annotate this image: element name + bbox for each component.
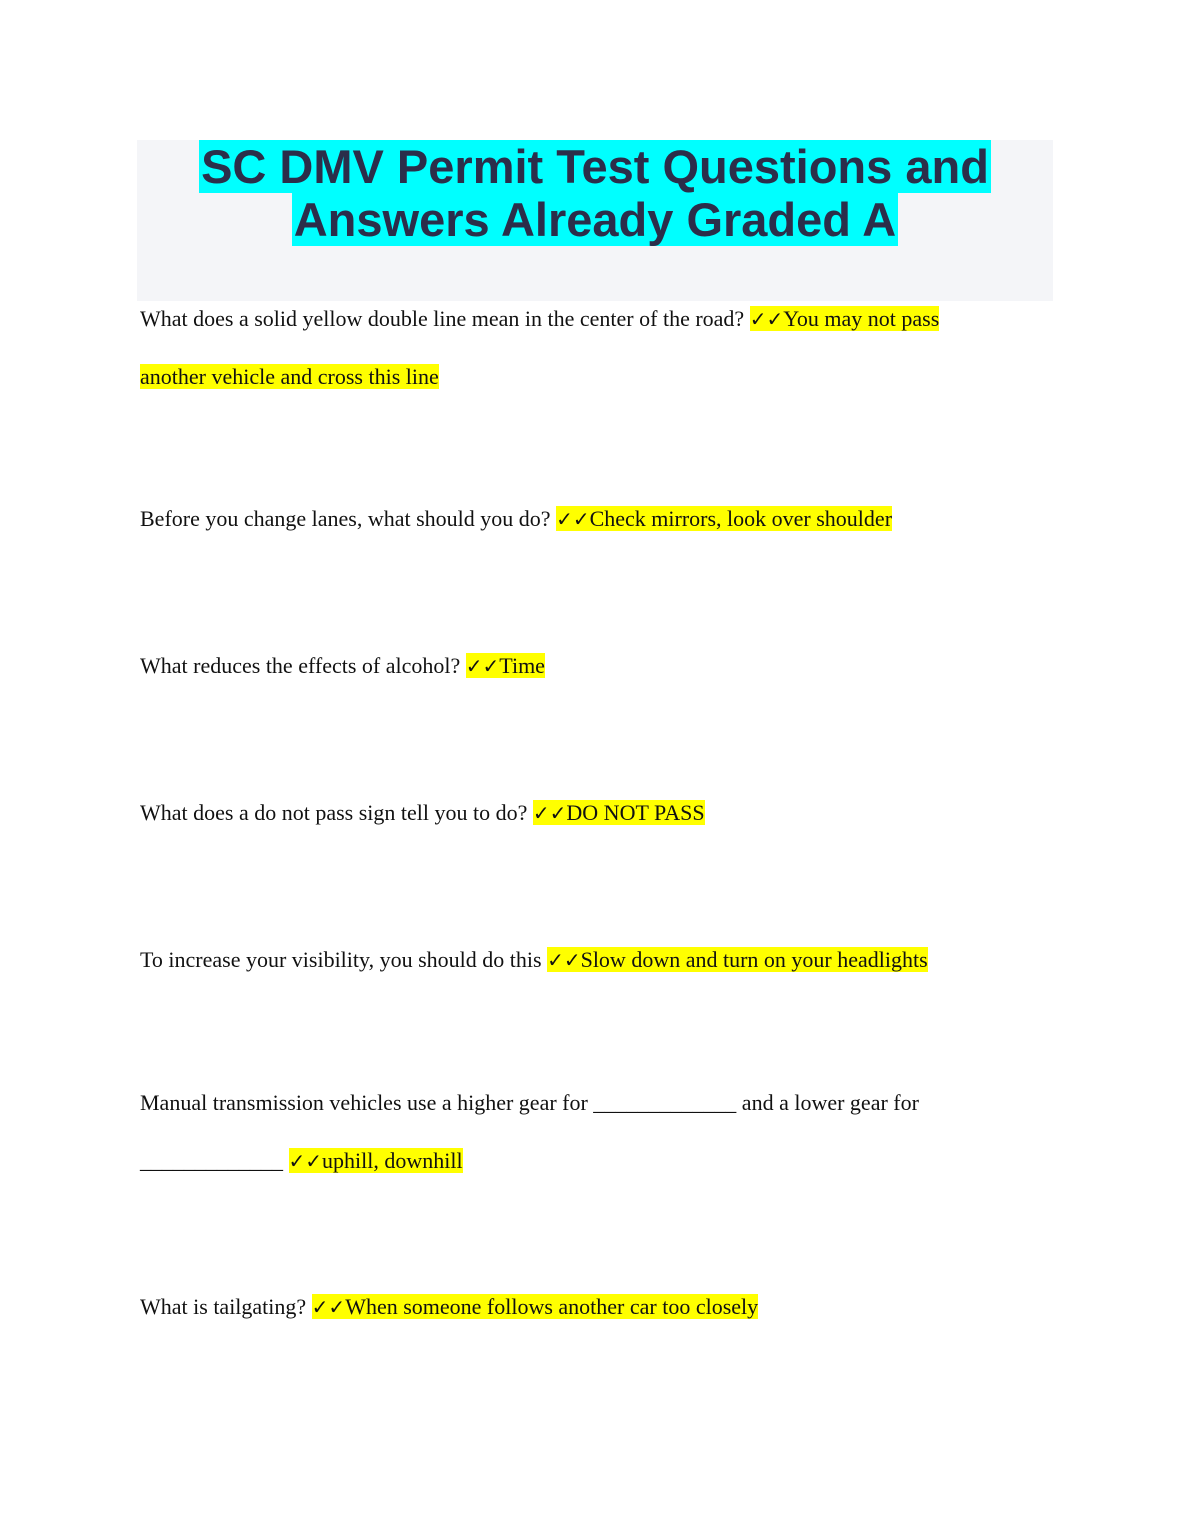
answer-highlight (289, 1148, 463, 1173)
double-check-icon: ✓✓ (288, 1149, 323, 1173)
answer-text: DO NOT PASS (566, 800, 705, 825)
answer-text: You may not pass (783, 306, 940, 331)
double-check-icon: ✓✓ (749, 307, 784, 331)
answer-text: Check mirrors, look over shoulder (589, 506, 893, 531)
qa-item-3 (140, 637, 1040, 695)
double-check-icon: ✓✓ (532, 801, 567, 825)
question-text: To increase your visibility, you should do this (140, 947, 548, 972)
double-check-icon: ✓✓ (547, 948, 581, 972)
double-check-icon: ✓✓ (556, 507, 590, 531)
document-title-line-2: Answers Already Graded A (293, 193, 897, 246)
answer-highlight (750, 306, 940, 331)
answer-highlight (556, 506, 892, 531)
answer-highlight-continued (140, 364, 439, 389)
question-text: Manual transmission vehicles use a higher gear for _____________ and a lower gear for (140, 1090, 919, 1115)
question-text: What does a do not pass sign tell you to do? (140, 800, 533, 825)
answer-text: When someone follows another car too closely (345, 1294, 759, 1319)
qa-item-6 (140, 1074, 1040, 1190)
answer-highlight (466, 653, 545, 678)
qa-item-7 (140, 1278, 1040, 1336)
question-text: What is tailgating? (140, 1294, 312, 1319)
answer-text-continued: another vehicle and cross this line (140, 364, 439, 389)
answer-highlight (312, 1294, 759, 1319)
qa-item-1 (140, 290, 1040, 406)
title-row-1 (137, 140, 1053, 193)
double-check-icon: ✓✓ (311, 1295, 346, 1319)
answer-text: uphill, downhill (322, 1148, 463, 1173)
question-text: What reduces the effects of alcohol? (140, 653, 466, 678)
answer-highlight (547, 947, 928, 972)
qa-item-5 (140, 931, 1040, 989)
title-row-2 (137, 193, 1053, 246)
document-title-line-1: SC DMV Permit Test Questions and (201, 140, 989, 193)
qa-item-2 (140, 490, 1040, 548)
double-check-icon: ✓✓ (465, 654, 500, 678)
question-text: Before you change lanes, what should you do? (140, 506, 557, 531)
title-block (137, 140, 1053, 301)
answer-text: Slow down and turn on your headlights (580, 947, 928, 972)
qa-item-4 (140, 784, 1040, 842)
question-text: What does a solid yellow double line mean in the center of the road? (140, 306, 750, 331)
answer-text: Time (499, 653, 545, 678)
answer-highlight (533, 800, 705, 825)
question-text-continued: _____________ (140, 1148, 289, 1173)
